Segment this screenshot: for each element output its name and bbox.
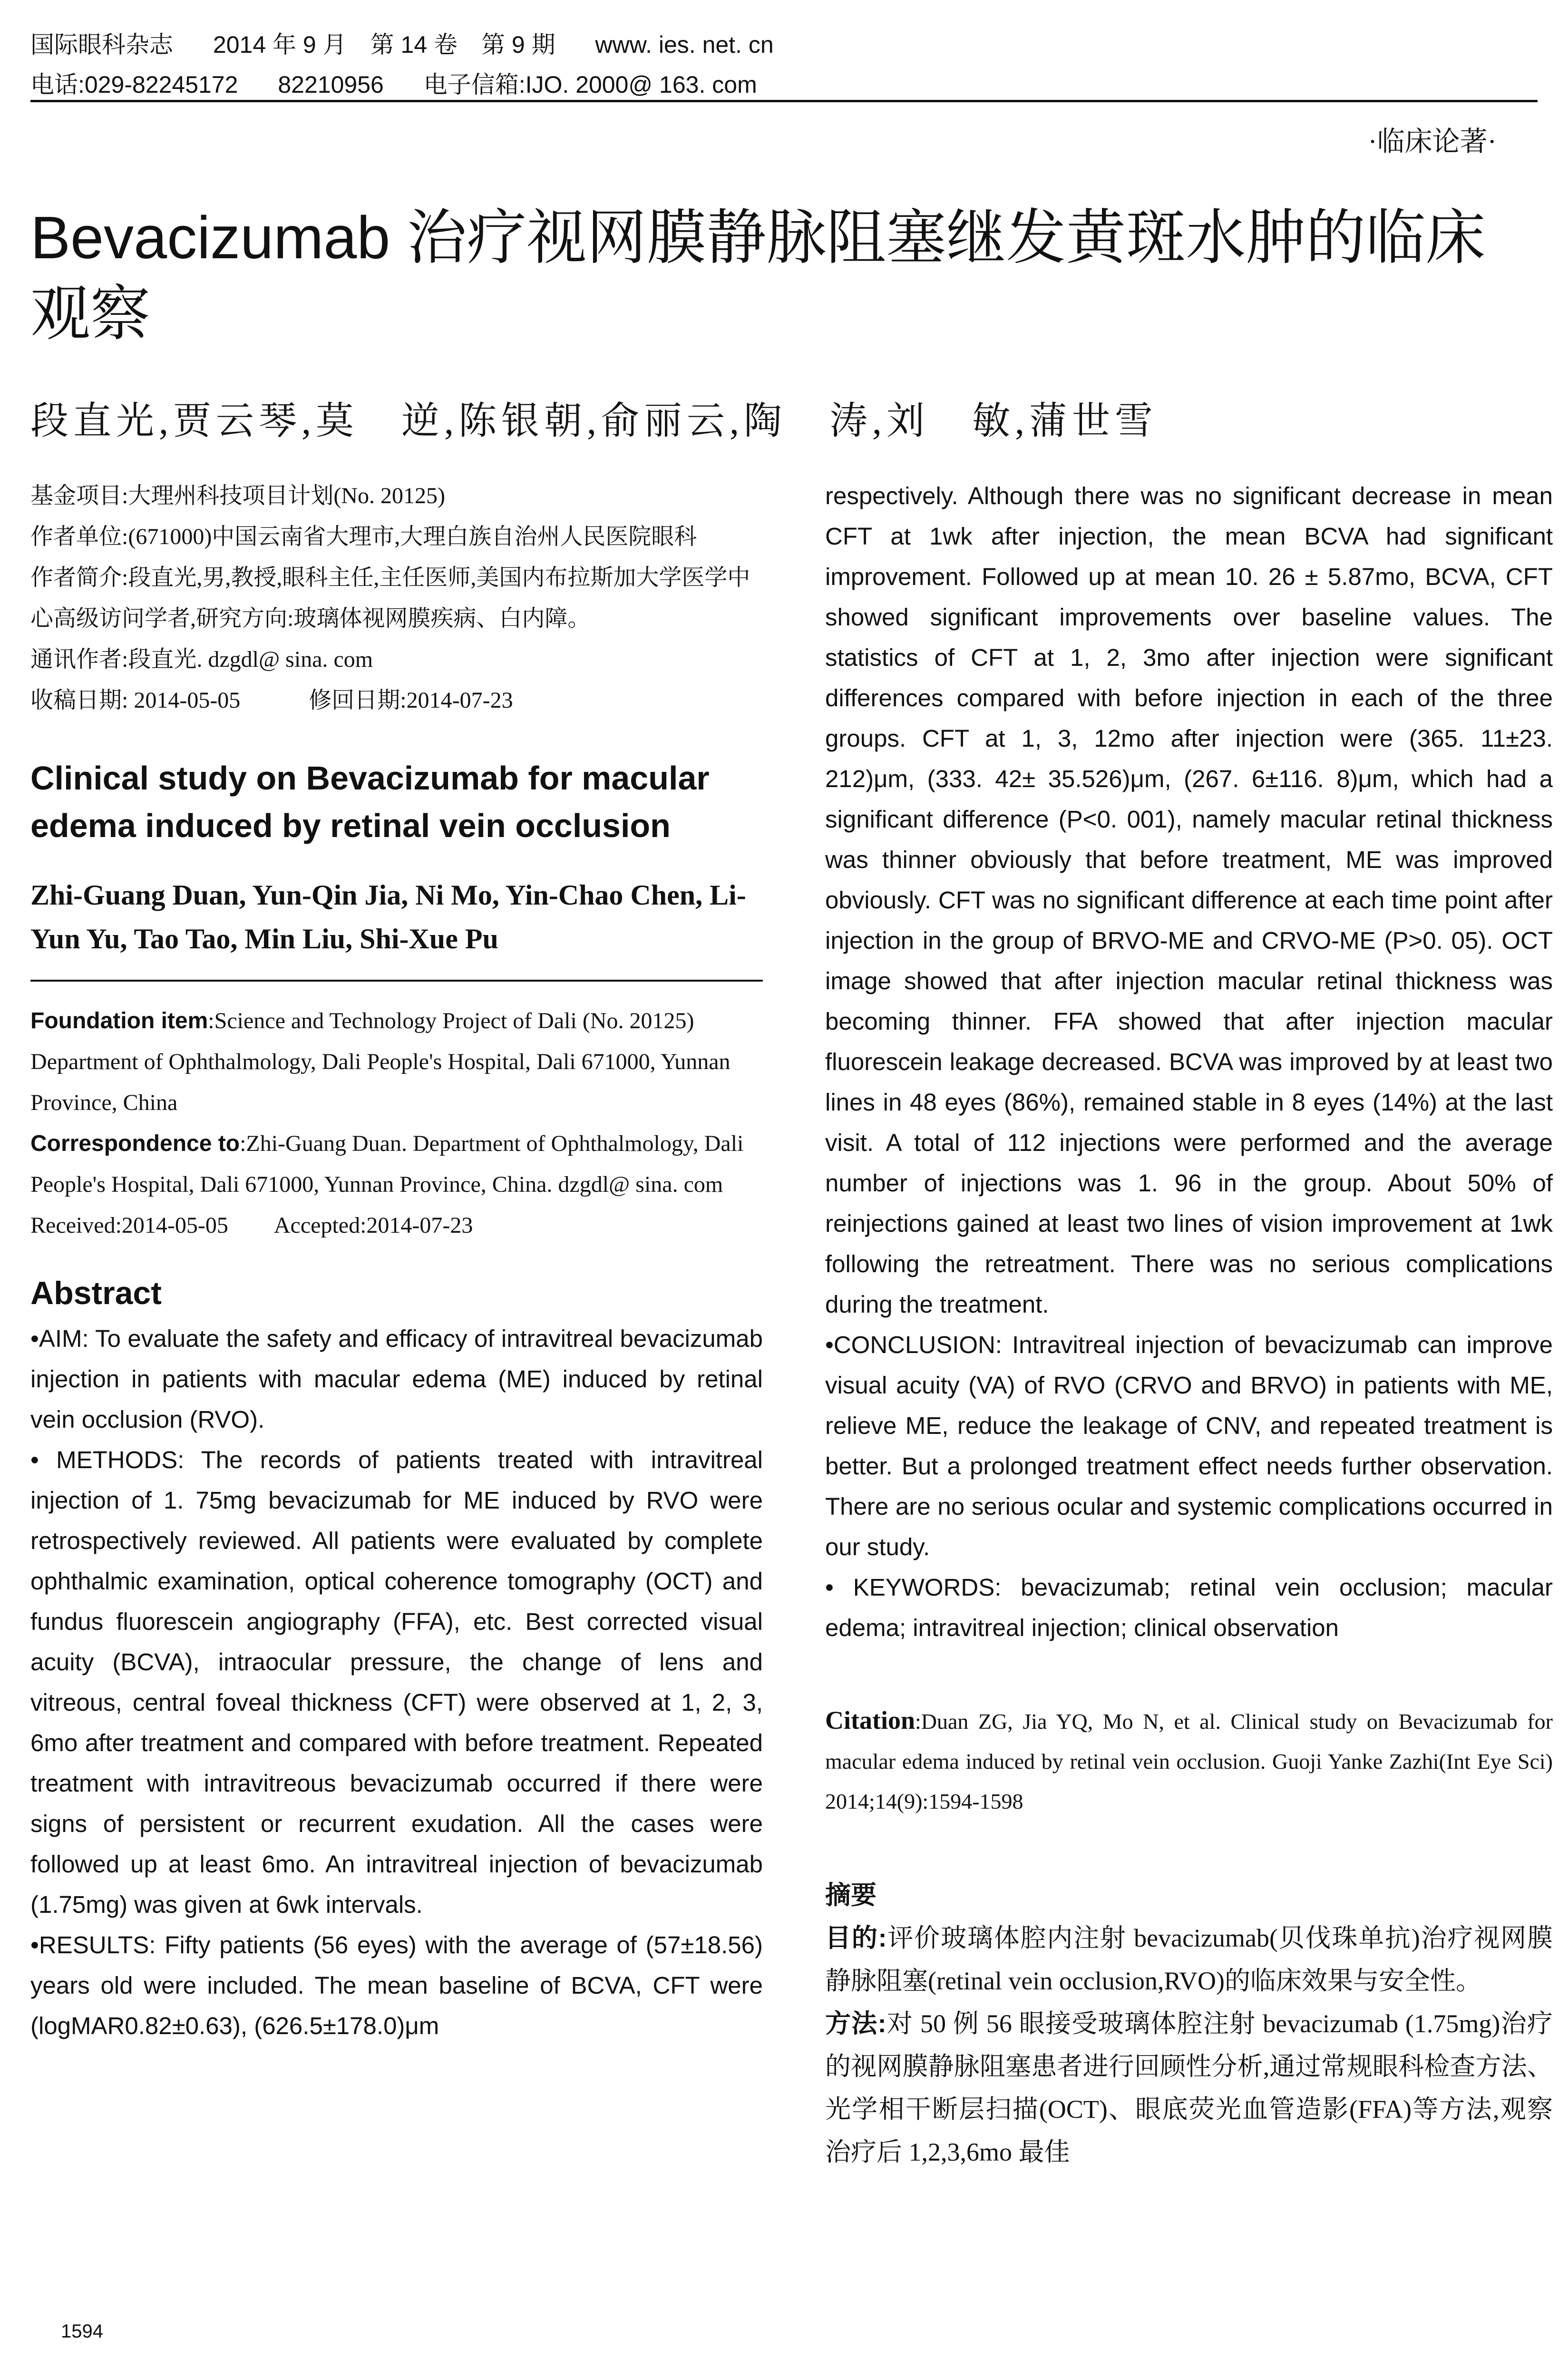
correspondence <box>30 1123 763 1205</box>
article-title-zh: Bevacizumab 治疗视网膜静脉阻塞继发黄斑水肿的临床观察 <box>30 204 1486 347</box>
zh-aim-label: 目的: <box>825 1924 887 1952</box>
foundation-label: Foundation item <box>30 1008 208 1033</box>
zh-aim-text: 评价玻璃体腔内注射 bevacizumab(贝伐珠单抗)治疗视网膜静脉阻塞(retinal vein occlusion,RVO)的临床效果与安全性。 <box>825 1924 1553 1995</box>
metadata-zh <box>30 476 763 721</box>
abstract-body-right <box>825 476 1553 1648</box>
abstract-results-cont: respectively. Although there was no significant decrease in mean CFT at 1wk after injection, the mean BCVA had significant improvement. Followed up at mean 10. 26 ± 5.87mo, BCVA, CFT showed significant improvements over baseline values. The statistics of CFT at 1, 2, 3mo after injection were significant differences compared with before injection in each of the three groups. CFT at 1, 3, 12mo after injection were (365. 11±23. 212)μm, (333. 42± 35.526)μm, (267. 6±116. 8)μm, which had a significant difference (P<0. 001), namely macular retinal thickness was thinner obviously that before treatment, ME was improved obviously. CFT was no significant difference at each time point after injection in the group of BRVO-ME and CRVO-ME (P>0. 05). OCT image showed that after injection macular retinal thickness was becoming thinner. FFA showed that after injection macular fluorescein leakage decreased. BCVA was improved by at least two lines in 48 eyes (86%), remained stable in 8 eyes (14%) at the last visit. A total of 112 injections were performed and the average number of injections was 1. 96 in the group. About 50% of reinjections gained at least two lines of vision improvement at 1wk following the retreatment. There was no serious complications during the treatment. <box>825 482 1553 1318</box>
divider <box>30 980 763 982</box>
abstract-body-left <box>30 1318 763 2046</box>
abstract-conclusion: •CONCLUSION: Intravitreal injection of bevacizumab can improve visual acuity (VA) of RVO (CRVO and BRVO) in patients with ME, relieve ME, reduce the leakage of CNV, and repeated treatment is better. But a prolonged treatment effect needs further observation. There are no serious ocular and systemic complications occurred in our study. <box>825 1331 1553 1560</box>
article-title-en: Clinical study on Bevacizumab for macular edema induced by retinal vein occlusion <box>30 760 710 844</box>
abstract-heading: Abstract <box>30 1275 162 1311</box>
email: 电子信箱:IJO. 2000@ 163. com <box>423 71 757 98</box>
zh-abstract-body <box>825 1917 1553 2173</box>
corresponding-author: 通讯作者:段直光. dzgdl@ sina. com <box>30 647 373 672</box>
page-number: 1594 <box>61 2321 103 2342</box>
website: www. ies. net. cn <box>595 31 774 58</box>
author-bio: 作者简介:段直光,男,教授,眼科主任,主任医师,美国内布拉斯加大学医学中心高级访问学者,研究方向:玻璃体视网膜疾病、白内障。 <box>30 565 750 631</box>
citation-text: :Duan ZG, Jia YQ, Mo N, et al. Clinical study on Bevacizumab for macular edema induced by retinal vein occlusion. Guoji Yanke Zazhi(Int Eye Sci) 2014;14(9):1594-1598 <box>825 1709 1553 1813</box>
journal-name: 国际眼科杂志 <box>30 31 173 58</box>
abstract-methods: • METHODS: The records of patients treated with intravitreal injection of 1. 75mg bevacizumab for ME induced by RVO were retrospectively reviewed. All patients were evaluated by complete ophthalmic examination, optical coherence tomography (OCT) and fundus fluorescein angiography (FFA), etc. Best corrected visual acuity (BCVA), intraocular pressure, the change of lens and vitreous, central foveal thickness (CFT) were observed at 1, 2, 3, 6mo after treatment and compared with before treatment. Repeated treatment with intravitreous bevacizumab occurred if there were signs of persistent or recurrent exudation. All the cases were followed up at least 6mo. An intravitreal injection of bevacizumab (1.75mg) was given at 6wk intervals. <box>30 1446 763 1918</box>
fund-info: 基金项目:大理州科技项目计划(No. 20125) <box>30 483 445 508</box>
zh-abstract-heading: 摘要 <box>825 1881 877 1909</box>
left-column <box>30 476 763 2046</box>
abstract-aim: •AIM: To evaluate the safety and efficacy of intravitreal bevacizumab injection in patients with macular edema (ME) induced by retinal vein occlusion (RVO). <box>30 1325 763 1433</box>
foundation-text: :Science and Technology Project of Dali (No. 20125) <box>208 1008 694 1033</box>
zh-methods <box>825 2002 1553 2173</box>
phone: 电话:029-82245172 <box>30 71 238 98</box>
right-column <box>825 476 1553 2173</box>
phone-2: 82210956 <box>278 71 384 98</box>
dates-zh: 收稿日期: 2014-05-05 修回日期:2014-07-23 <box>30 688 513 713</box>
zh-methods-label: 方法: <box>825 2009 886 2038</box>
authors-zh: 段直光,贾云琴,莫 逆,陈银朝,俞丽云,陶 涛,刘 敏,蒲世雪 <box>30 400 1158 442</box>
dates-en: Received:2014-05-05 Accepted:2014-07-23 <box>30 1213 473 1238</box>
section-tag: ·临床论著· <box>1368 126 1497 157</box>
metadata-en <box>30 1001 763 1246</box>
header-rule <box>30 100 1538 102</box>
zh-methods-text: 对 50 例 56 眼接受玻璃体腔注射 bevacizumab (1.75mg)治疗的视网膜静脉阻塞患者进行回顾性分析,通过常规眼科检查方法、光学相干断层扫描(OCT)、眼底荧光血管造影(FFA)等方法,观察治疗后 1,2,3,6mo 最佳 <box>825 2009 1553 2166</box>
zh-aim <box>825 1917 1553 2002</box>
correspondence-label: Correspondence to <box>30 1131 240 1156</box>
correspondence-text: :Zhi-Guang Duan. Department of Ophthalmology, Dali People's Hospital, Dali 671000, Yunnan Province, China. dzgdl@ sina. com <box>30 1131 744 1197</box>
department: Department of Ophthalmology, Dali People's Hospital, Dali 671000, Yunnan Province, China <box>30 1049 730 1115</box>
abstract-keywords: • KEYWORDS: bevacizumab; retinal vein occlusion; macular edema; intravitreal injection; clinical observation <box>825 1574 1553 1641</box>
issue-info: 2014 年 9 月 第 14 卷 第 9 期 <box>213 31 555 58</box>
running-header <box>30 25 807 105</box>
citation <box>825 1700 1553 1822</box>
citation-label: Citation <box>825 1706 915 1734</box>
foundation-item <box>30 1001 763 1042</box>
authors-en: Zhi-Guang Duan, Yun-Qin Jia, Ni Mo, Yin-Chao Chen, Li-Yun Yu, Tao Tao, Min Liu, Shi-Xue Pu <box>30 879 746 955</box>
author-unit: 作者单位:(671000)中国云南省大理市,大理白族自治州人民医院眼科 <box>30 524 697 549</box>
abstract-results-start: •RESULTS: Fifty patients (56 eyes) with the average of (57±18.56) years old were included. The mean baseline of BCVA, CFT were (logMAR0.82±0.63), (626.5±178.0)μm <box>30 1931 763 2039</box>
